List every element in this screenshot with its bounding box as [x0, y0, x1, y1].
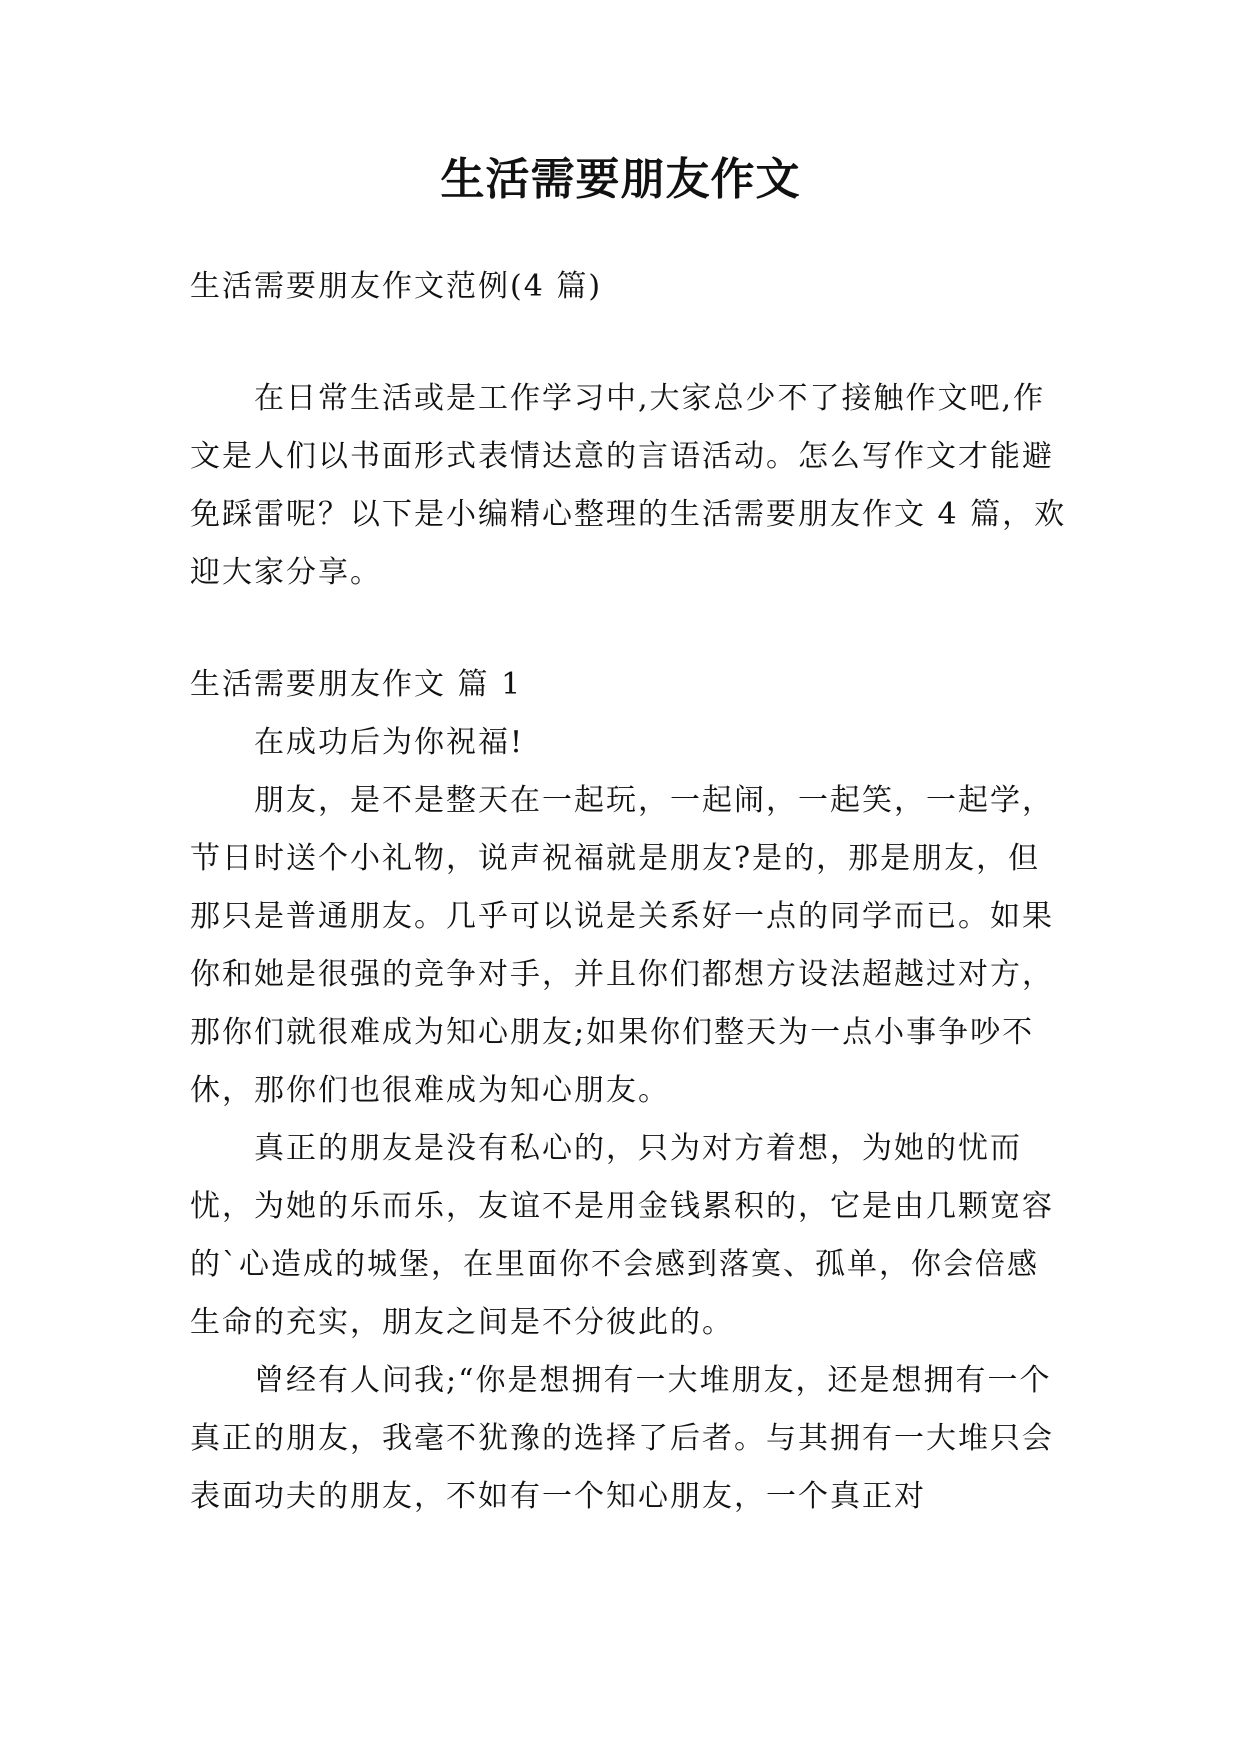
paragraph: 真正的朋友是没有私心的，只为对方着想，为她的忧而忧，为她的乐而乐，友谊不是用金钱累积的，它是由几颗宽容的`心造成的城堡，在里面你不会感到落寞、孤单，你会倍感生命的充实，朋友之间是不分彼此的。: [190, 1131, 1054, 1340]
paragraph: 朋友，是不是整天在一起玩，一起闹，一起笑，一起学，节日时送个小礼物，说声祝福就是朋友?是的，那是朋友，但那只是普通朋友。几乎可以说是关系好一点的同学而已。如果你和她是很强的竞争对手，并且你们都想方设法超越过对方，那你们就很难成为知心朋友;如果你们整天为一点小事争吵不休，那你们也很难成为知心朋友。: [190, 783, 1054, 1108]
section-heading: 生活需要朋友作文 篇 1: [190, 667, 523, 702]
document-title: 生活需要朋友作文: [440, 154, 801, 205]
paragraph: 在成功后为你祝福!: [254, 725, 525, 760]
paragraph: 曾经有人问我;“你是想拥有一大堆朋友，还是想拥有一个真正的朋友，我毫不犹豫的选择了后者。与其拥有一大堆只会表面功夫的朋友，不如有一个知心朋友，一个真正对: [190, 1363, 1054, 1514]
document-subtitle: 生活需要朋友作文范例(4 篇): [190, 269, 603, 304]
intro-paragraph: 在日常生活或是工作学习中,大家总少不了接触作文吧,作文是人们以书面形式表情达意的言语活动。怎么写作文才能避免踩雷呢？以下是小编精心整理的生活需要朋友作文 4 篇，欢迎大家分享。: [190, 381, 1067, 590]
document-body: [190, 258, 1070, 1526]
